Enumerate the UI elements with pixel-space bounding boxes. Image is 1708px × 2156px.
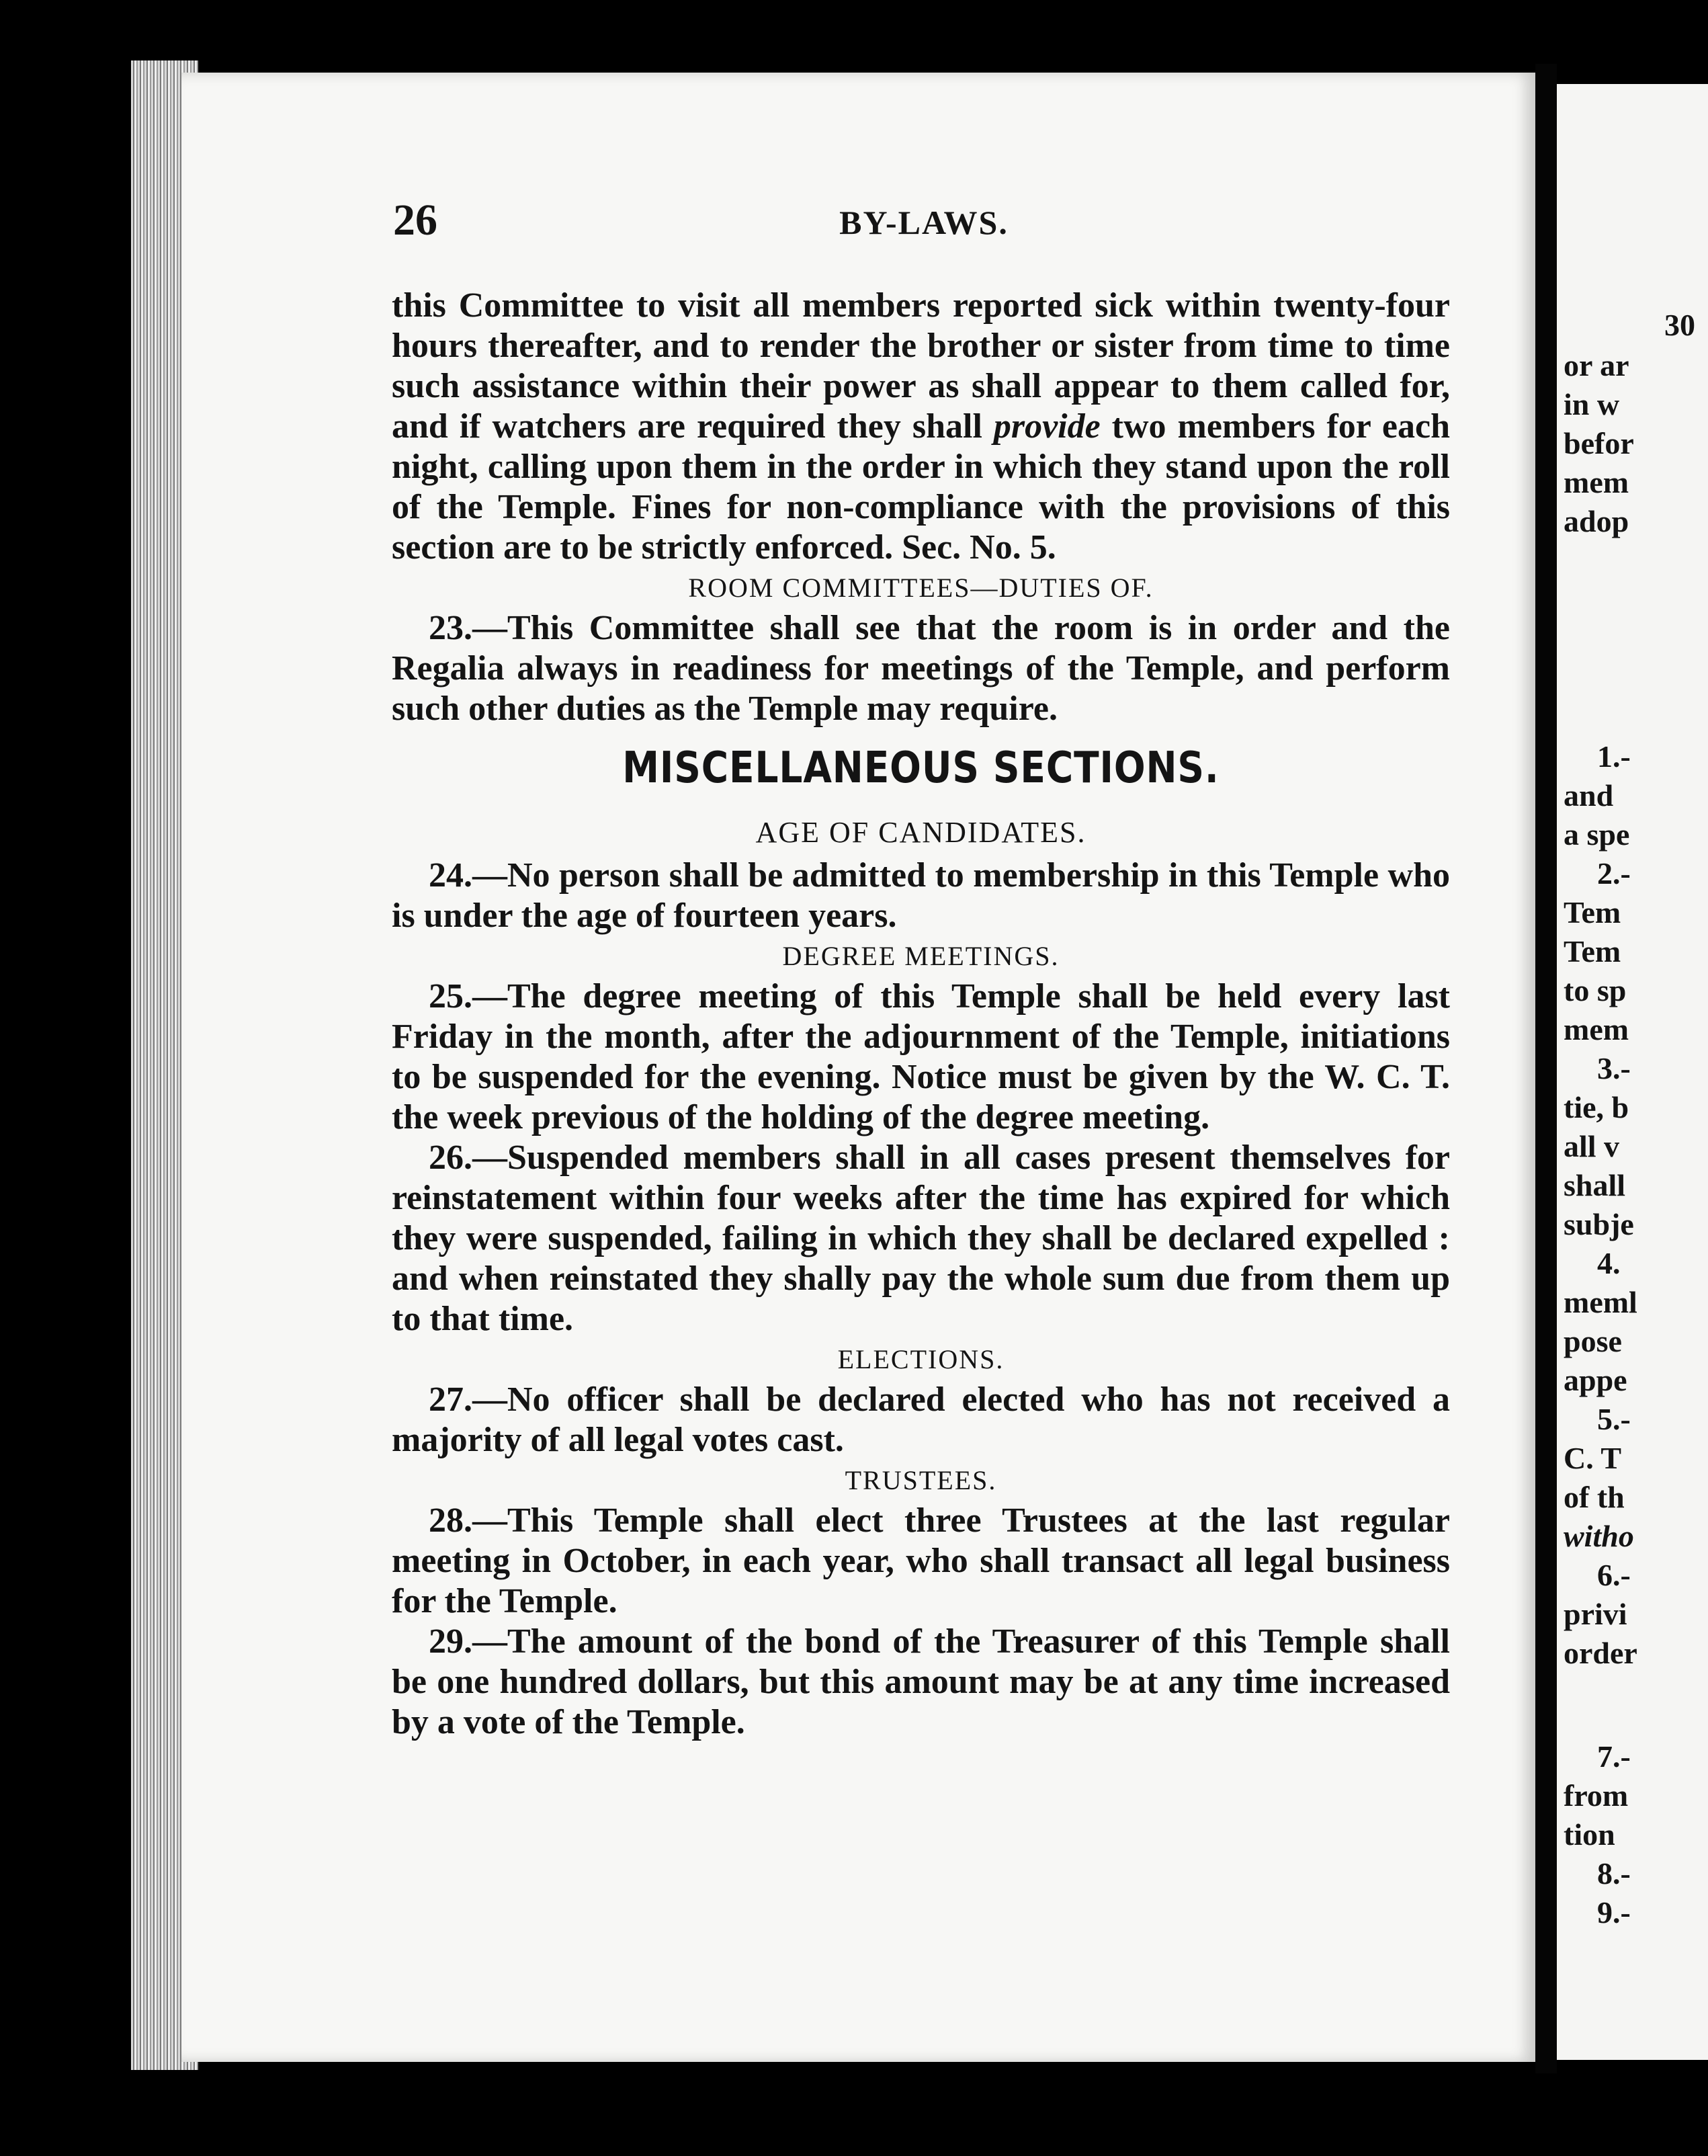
section-heading-elections: ELECTIONS.: [837, 1344, 1005, 1374]
right-page-fragment: a spe: [1564, 817, 1630, 852]
right-page-fragment: 6.-: [1597, 1558, 1631, 1592]
right-page-fragment: 30: [1664, 308, 1695, 342]
right-page-fragment: and: [1564, 778, 1614, 813]
page-number: 26: [393, 196, 437, 245]
right-page-fragment: Tem: [1564, 934, 1621, 968]
right-page-fragment: pose: [1564, 1324, 1622, 1358]
right-page-fragment: Tem: [1564, 895, 1621, 929]
right-page-fragment: witho: [1564, 1519, 1634, 1553]
section-heading-room-committees: ROOM COMMITTEES—DUTIES OF.: [688, 573, 1154, 603]
right-page-fragment: 1.-: [1597, 739, 1631, 774]
section-25: 25.—The degree meeting of this Temple shall be held every last Friday in the month, after the adjournment of the Temple, initiations to be suspended for the evening. Notice must be given by the W. C. T. the week previous of the holding of the degree meeting.: [392, 977, 1450, 1136]
section-26: 26.—Suspended members shall in all cases present themselves for reinstatement within four weeks after the time has expired for which they were suspended, failing in which they shall be declared expelled : and when reinstated they shally pay the whole sum due from them up to that time.: [392, 1138, 1450, 1338]
right-page-fragment: in w: [1564, 387, 1620, 421]
right-page-fragment: 3.-: [1597, 1051, 1631, 1085]
right-page-fragment: privi: [1564, 1597, 1627, 1631]
right-page-fragment: 4.: [1597, 1246, 1621, 1280]
right-page-fragment: adop: [1564, 504, 1629, 538]
right-page-fragment: appe: [1564, 1363, 1627, 1397]
right-page-fragment: all v: [1564, 1129, 1620, 1163]
right-page-fragment: to sp: [1564, 973, 1627, 1007]
section-heading-age: AGE OF CANDIDATES.: [755, 816, 1086, 849]
section-27: 27.—No officer shall be declared elected who has not received a majority of all legal votes cast.: [392, 1380, 1450, 1459]
page-header: [393, 195, 1455, 249]
section-28: 28.—This Temple shall elect three Trustees at the last regular meeting in October, in each year, who shall transact all legal business for the Temple.: [392, 1501, 1450, 1620]
right-page-fragment: or ar: [1564, 348, 1629, 382]
section-heading-degree-meetings: DEGREE MEETINGS.: [782, 941, 1060, 971]
page-body: [392, 286, 1450, 1743]
right-page-fragment: of th: [1564, 1480, 1625, 1514]
right-page-fragment: 7.-: [1597, 1739, 1631, 1774]
right-page-fragment: 2.-: [1597, 856, 1631, 890]
right-page-fragment: befor: [1564, 426, 1634, 460]
section-heading-trustees: TRUSTEES.: [845, 1465, 997, 1495]
section-29: 29.—The amount of the bond of the Treasurer of this Temple shall be one hundred dollars, but this amount may be at any time increased by a vote of the Temple.: [392, 1622, 1450, 1741]
right-page-fragment: 5.-: [1597, 1402, 1631, 1436]
section-23: 23.—This Committee shall see that the room is in order and the Regalia always in readiness for meetings of the Temple, and perform such other duties as the Temple may require.: [392, 609, 1450, 728]
right-page-fragment: mem: [1564, 1012, 1629, 1046]
intro-text-start: this Committee to visit all members reported sick within twenty-four hours thereafter, and to render the brother or sister from time to time such assistance within their power as shall appear to them called for, and if watchers are required they shall: [392, 286, 1450, 446]
right-page-fragment: from: [1564, 1778, 1629, 1813]
right-page-fragment: C. T: [1564, 1441, 1622, 1475]
right-page-fragment: shall: [1564, 1168, 1626, 1202]
right-page-fragment: 9.-: [1597, 1895, 1631, 1930]
right-page-fragment: 8.-: [1597, 1856, 1631, 1891]
intro-text-end: two members for each night, calling upon them in the order in which they stand upon the roll of the Temple. Fines for non-compliance with the provisions of this section are to be strictly enforced. Sec. No. 5.: [392, 407, 1450, 567]
right-page: [1557, 84, 1708, 2060]
intro-paragraph: [392, 286, 1450, 568]
right-page-fragment: mem: [1564, 465, 1629, 499]
running-head: BY-LAWS.: [839, 204, 1009, 241]
right-page-fragment: order: [1564, 1636, 1637, 1670]
right-page-fragment: subje: [1564, 1207, 1634, 1241]
section-24: 24.—No person shall be admitted to membership in this Temple who is under the age of fourteen years.: [392, 856, 1450, 935]
right-page-fragment: tie, b: [1564, 1090, 1629, 1124]
right-page-fragment: tion: [1564, 1817, 1615, 1852]
main-heading: MISCELLANEOUS SECTIONS.: [622, 743, 1220, 793]
book-gutter: [1535, 64, 1557, 2073]
right-page-fragment: meml: [1564, 1285, 1637, 1319]
intro-emphasis: provide: [993, 407, 1101, 446]
